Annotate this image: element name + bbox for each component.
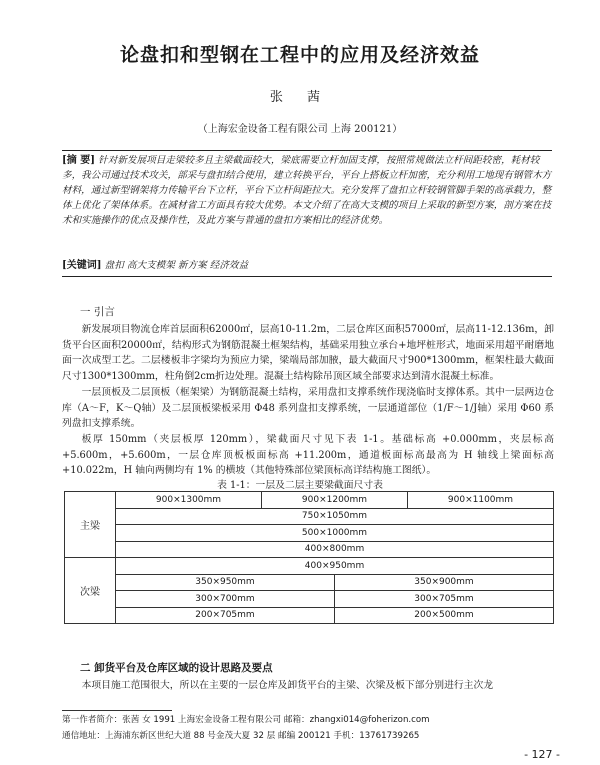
table-caption: 表 1-1：一层及二层主要梁截面尺寸表 [217,480,383,491]
table-row [65,558,554,575]
table-cell: 400×950mm [116,558,554,575]
table-row [65,492,554,509]
table-cell: 400×800mm [116,541,554,558]
table-cell: 900×1300mm [116,492,262,509]
section-heading-introduction: 一 引言 [80,306,115,318]
table-cell: 350×950mm [116,574,335,591]
footnote-author-bio: 第一作者简介：张茜 女 1991 上海宏金设备工程有限公司 邮箱：zhangxi014@foherizon.com [62,715,430,725]
table-cell: 900×1100mm [407,492,553,509]
table-row [65,525,554,542]
abstract-top-rule [62,150,552,151]
keywords-tag: [关键词] [62,260,102,271]
abstract-text: 针对新发展项目走梁较多且主梁截面较大，梁底需要立杆加固支撑，按照常规做法立杆间距较密，耗材较多，我公司通过技术攻关，部采与盘扣结合使用，建立转换平台，平台上搭板立杆加密，充分利用工地现有钢管木方材料，通过新型钢架将力传输平台下立杆，平台下立杆间距拉大。充分发挥了盘扣立杆较钢管脚手架的高承载力，整体上优化了架体体系。在减材省工方面具有较大优势。本文介绍了在高大支模的项目上采取的新型方案，剖方案在技术和实施操作的优点及操作性，及此方案与普通的盘扣方案相比的经济优势。 [62,155,552,226]
table-row [65,508,554,525]
table-row [65,591,554,608]
table-row [65,541,554,558]
paragraph-elevations: 板厚 150mm（夹层板厚 120mm），梁截面尺寸见下表 1-1。基础标高 +0.000mm，夹层标高+5.600m，+5.600m，一层仓库顶板板面标高 +11.200m，通道板面标高最高为 H 轴线上梁面标高+10.022m，H 轴向两侧均有 1% 的横坡（其他特殊部位梁顶标高详结构施工图纸）。 [62,434,554,477]
table-row [65,607,554,624]
table-cell: 750×1050mm [116,508,554,525]
beam-size-table [64,491,554,624]
secondary-beam-label: 次梁 [65,558,116,624]
paper-title: 论盘扣和型钢在工程中的应用及经济效益 [119,44,480,66]
abstract-tag: [摘 要] [62,155,95,166]
footnote-rule [62,710,172,711]
author-name: 张 茜 [269,90,331,105]
table-cell: 200×705mm [116,607,335,624]
table-cell: 350×900mm [334,574,553,591]
table-cell: 500×1000mm [116,525,554,542]
paragraph-project-overview: 新发展项目物流仓库首层面积62000㎡，层高10-11.2m，二层仓库区面积57000㎡，层高11-12.136m，卸货平台区面积20000㎡，结构形式为钢筋混凝土框架结构，基础采用独立承台+地坪桩形式，地面采用超平耐磨地面一次成型工艺。二层楼板非字梁均为预应力梁，梁端局部加腋，最大截面尺寸900*1300mm，框架柱最大截面尺寸1300*1300mm，柱角倒2cm折边处理。混凝土结构除吊顶区域全部要求达到清水混凝土标准。 [62,324,554,382]
keywords [62,258,552,273]
table-row [65,574,554,591]
paragraph-design-intro: 本项目施工范围很大，所以在主要的一层仓库及卸货平台的主梁、次梁及板下部分别进行主次龙 [81,680,494,691]
section-heading-design: 二 卸货平台及仓库区域的设计思路及要点 [80,662,273,674]
page-number: - 127 - [524,748,560,761]
table-cell: 200×500mm [334,607,553,624]
main-beam-label: 主梁 [65,492,116,558]
table-cell: 900×1200mm [262,492,408,509]
abstract [62,153,552,228]
table-cell: 300×700mm [116,591,335,608]
table-cell: 300×705mm [334,591,553,608]
keywords-text: 盘扣 高大支模架 新方案 经济效益 [104,260,249,271]
affiliation: （上海宏金设备工程有限公司 上海 200121） [197,124,403,135]
paragraph-support-system: 一层顶板及二层顶板（框架梁）为钢筋混凝土结构，采用盘扣支撑系统作现浇临时支撑体系。其中一层两边仓库（A～F，K～Q轴）及二层顶板梁板采用 Φ48 系列盘扣支撑系统，一层通道部位（1/F～1/J轴）采用 Φ60 系列盘扣支撑系统。 [62,387,554,430]
footnote-address: 通信地址：上海浦东新区世纪大道 88 号金茂大夏 32 层 邮编 200121 手机：13761739265 [62,731,420,741]
abstract-bottom-rule [62,276,552,277]
